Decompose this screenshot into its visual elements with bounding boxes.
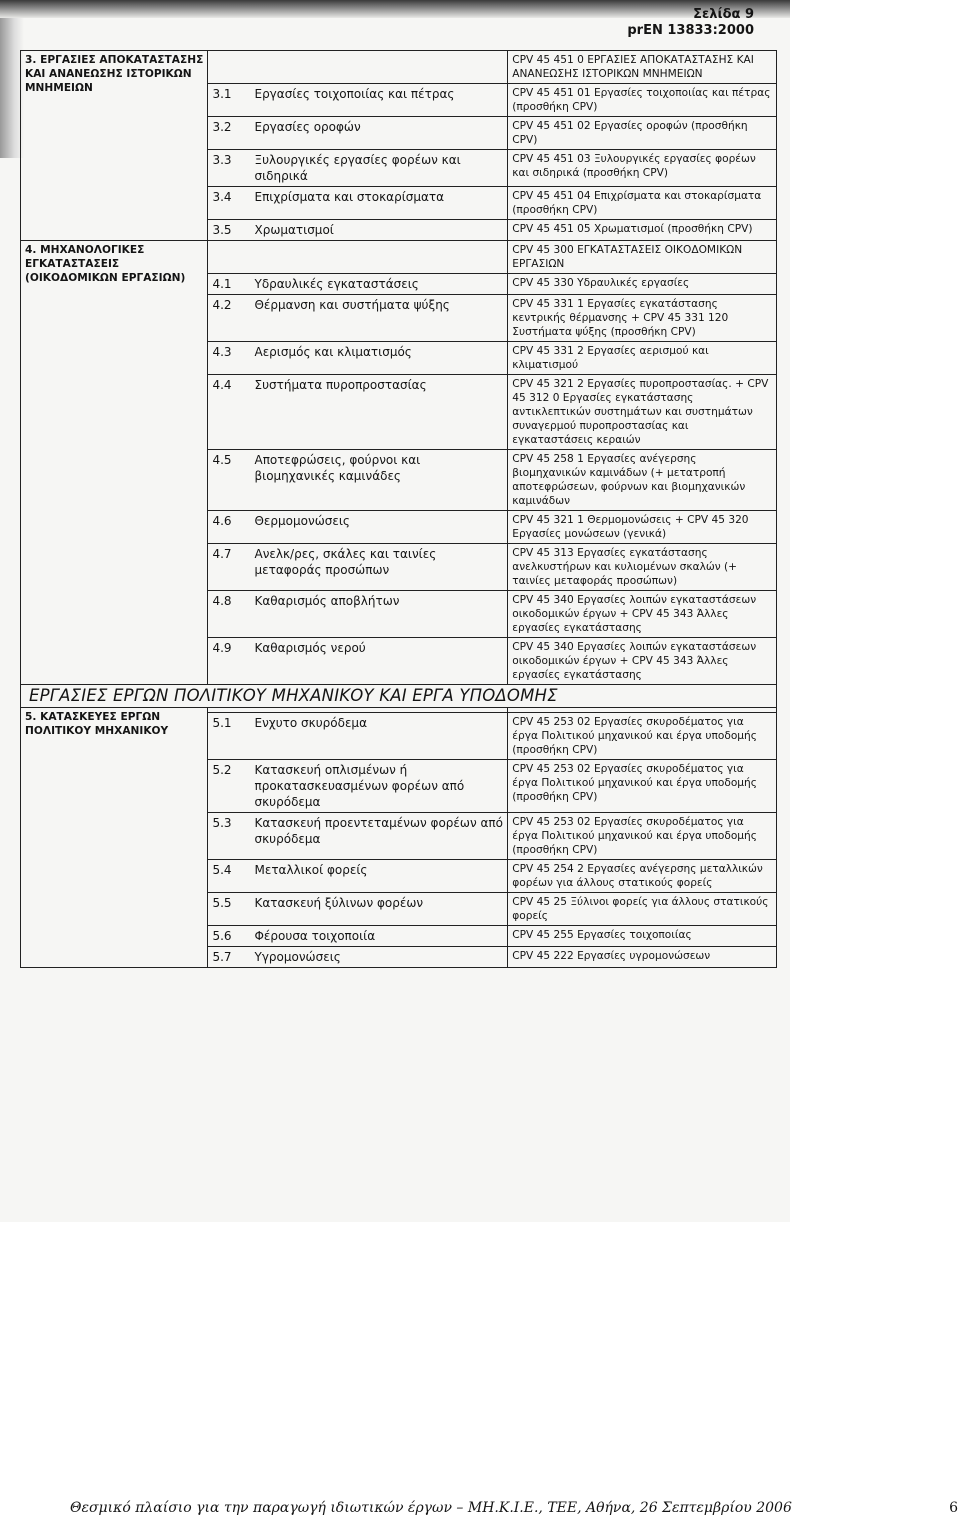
- cpv-code: CPV 45 451 04 Επιχρίσματα και στοκαρίσματα (προσθήκη CPV): [508, 187, 777, 220]
- cpv-code: CPV 45 321 1 Θερμομονώσεις + CPV 45 320 Εργασίες μονώσεων (γενικά): [508, 511, 777, 544]
- activity: [212, 513, 503, 529]
- activity-number: 5.1: [212, 716, 232, 730]
- activity-cell: [208, 150, 508, 187]
- section-heading-row: [21, 685, 777, 708]
- activity: [212, 862, 503, 878]
- cpv-code: CPV 45 451 01 Εργασίες τοιχοποιίας και πέτρας (προσθήκη CPV): [508, 84, 777, 117]
- activity-number: 5.2: [212, 763, 232, 777]
- cpv-code: CPV 45 254 2 Εργασίες ανέγερσης μεταλλικών φορέων για άλλους στατικούς φορείς: [508, 860, 777, 893]
- activity: [212, 86, 503, 102]
- activity-label: Εργασίες τοιχοποιίας και πέτρας: [254, 87, 455, 101]
- activity-label: Συστήματα πυροπροστασίας: [254, 378, 427, 392]
- cpv-code: CPV 45 253 02 Εργασίες σκυροδέματος για έργα Πολιτικού μηχανικού και έργα υποδομής (προσθήκη CPV): [508, 713, 777, 760]
- activity-cell: [208, 84, 508, 117]
- footer: [0, 1500, 960, 1519]
- cpv-code: CPV 45 451 02 Εργασίες οροφών (προσθήκη CPV): [508, 117, 777, 150]
- activity-cell: [208, 511, 508, 544]
- activity-label: Καθαρισμός νερού: [254, 641, 366, 655]
- activity-label: Χρωματισμοί: [254, 223, 334, 237]
- activity: [212, 297, 503, 313]
- group-4: [21, 241, 777, 685]
- activity: [212, 377, 503, 393]
- activity-number: 4.7: [212, 547, 232, 561]
- cpv-code: CPV 45 253 02 Εργασίες σκυροδέματος για έργα Πολιτικού μηχανικού και έργα υποδομής (προσθήκη CPV): [508, 813, 777, 860]
- activity-label: Ξυλουργικές εργασίες φορέων και σιδηρικά: [254, 153, 461, 183]
- activity: [212, 593, 503, 609]
- group-header-row: [21, 51, 777, 84]
- activity-number: 4.5: [212, 453, 232, 467]
- activity-cell: [208, 375, 508, 450]
- activity-cell: [208, 760, 508, 813]
- group-header-blank: [208, 51, 508, 84]
- group-5: [21, 708, 777, 968]
- group-3: [21, 51, 777, 241]
- activity: [212, 715, 503, 731]
- cpv-code: CPV 45 258 1 Εργασίες ανέγερσης βιομηχανικών καμινάδων (+ μετατροπή αποτεφρώσεων, φούρνων και βιομηχανικών καμινάδων: [508, 450, 777, 511]
- cpv-code: CPV 45 222 Εργασίες υγρομονώσεων: [508, 947, 777, 968]
- activity-label: Θέρμανση και συστήματα ψύξης: [254, 298, 450, 312]
- activity: [212, 546, 503, 578]
- activity-number: 4.1: [212, 277, 232, 291]
- activity: [212, 344, 503, 360]
- cpv-code: CPV 45 340 Εργασίες λοιπών εγκαταστάσεων οικοδομικών έργων + CPV 45 343 Άλλες εργασίες εγκατάστασης: [508, 638, 777, 685]
- activity-cell: [208, 947, 508, 968]
- activity-label: Κατασκευή οπλισμένων ή προκατασκευασμένων φορέων από σκυρόδεμα: [254, 763, 465, 809]
- activity-label: Αποτεφρώσεις, φούρνοι και βιομηχανικές καμινάδες: [254, 453, 421, 483]
- activity-number: 3.3: [212, 153, 232, 167]
- section-heading: ΕΡΓΑΣΙΕΣ ΕΡΓΩΝ ΠΟΛΙΤΙΚΟΥ ΜΗΧΑΝΙΚΟΥ ΚΑΙ ΕΡΓΑ ΥΠΟΔΟΜΗΣ: [21, 685, 777, 708]
- activity-number: 3.5: [212, 223, 232, 237]
- group-cpv: CPV 45 451 0 ΕΡΓΑΣΙΕΣ ΑΠΟΚΑΤΑΣΤΑΣΗΣ ΚΑΙ ΑΝΑΝΕΩΣΗΣ ΙΣΤΟΡΙΚΩΝ ΜΝΗΜΕΙΩΝ: [508, 51, 777, 84]
- activity-number: 4.9: [212, 641, 232, 655]
- activity: [212, 895, 503, 911]
- activity-number: 4.4: [212, 378, 232, 392]
- activity-cell: [208, 187, 508, 220]
- group-header-row: [21, 241, 777, 274]
- cpv-code: CPV 45 340 Εργασίες λοιπών εγκαταστάσεων οικοδομικών έργων + CPV 45 343 Άλλες εργασίες εγκατάστασης: [508, 591, 777, 638]
- activity-number: 4.3: [212, 345, 232, 359]
- activity: [212, 640, 503, 656]
- group-header-blank: [208, 241, 508, 274]
- cpv-code: CPV 45 330 Υδραυλικές εργασίες: [508, 274, 777, 295]
- activity-cell: [208, 544, 508, 591]
- group-number: 4.: [25, 244, 37, 256]
- cpv-code: CPV 45 313 Εργασίες εγκατάστασης ανελκυστήρων και κυλιομένων σκαλών (+ ταινίες μεταφοράς προσώπων): [508, 544, 777, 591]
- activity-label: Ανελκ/ρες, σκάλες και ταινίες μεταφοράς προσώπων: [254, 547, 437, 577]
- group-title: ΚΑΤΑΣΚΕΥΕΣ ΕΡΓΩΝ ΠΟΛΙΤΙΚΟΥ ΜΗΧΑΝΙΚΟΥ: [25, 711, 169, 737]
- activity-label: Μεταλλικοί φορείς: [254, 863, 368, 877]
- footer-text: Θεσμικό πλαίσιο για την παραγωγή ιδιωτικών έργων – ΜΗ.Κ.Ι.Ε., ΤΕΕ, Αθήνα, 26 Σεπτεμβρίου 2006: [70, 1500, 792, 1516]
- footer-page-number: 6: [949, 1500, 958, 1516]
- cpv-code: CPV 45 331 2 Εργασίες αερισμού και κλιματισμού: [508, 342, 777, 375]
- activity: [212, 119, 503, 135]
- activity-number: 3.1: [212, 87, 232, 101]
- activity-cell: [208, 342, 508, 375]
- activity: [212, 815, 503, 847]
- activity-cell: [208, 713, 508, 760]
- activity: [212, 189, 503, 205]
- cpv-code: CPV 45 321 2 Εργασίες πυροπροστασίας. + CPV 45 312 0 Εργασίες εγκατάστασης αντικλεπτικών συστημάτων και συστημάτων συναγερμού πυροπροστασίας και εγκαταστάσεις κεραιών: [508, 375, 777, 450]
- activity-label: Εργασίες οροφών: [254, 120, 361, 134]
- activity-number: 4.2: [212, 298, 232, 312]
- page-label: [627, 7, 754, 39]
- group-title: ΕΡΓΑΣΙΕΣ ΑΠΟΚΑΤΑΣΤΑΣΗΣ ΚΑΙ ΑΝΑΝΕΩΣΗΣ ΙΣΤΟΡΙΚΩΝ ΜΝΗΜΕΙΩΝ: [25, 54, 204, 94]
- activity-cell: [208, 274, 508, 295]
- activity-number: 5.5: [212, 896, 232, 910]
- activity-label: Υδραυλικές εγκαταστάσεις: [254, 277, 419, 291]
- cpv-code: CPV 45 451 03 Ξυλουργικές εργασίες φορέων και σιδηρικά (προσθήκη CPV): [508, 150, 777, 187]
- activity-label: Καθαρισμός αποβλήτων: [254, 594, 400, 608]
- activity-number: 5.3: [212, 816, 232, 830]
- activity: [212, 222, 503, 238]
- activity-label: Θερμομονώσεις: [254, 514, 350, 528]
- activity-number: 3.4: [212, 190, 232, 204]
- activity: [212, 276, 503, 292]
- group-number: 3.: [25, 54, 37, 66]
- activity-cell: [208, 591, 508, 638]
- activity-cell: [208, 295, 508, 342]
- activity-cell: [208, 893, 508, 926]
- cpv-code: CPV 45 253 02 Εργασίες σκυροδέματος για έργα Πολιτικού μηχανικού και έργα υποδομής (προσθήκη CPV): [508, 760, 777, 813]
- activity: [212, 152, 503, 184]
- classification-table: [20, 50, 777, 968]
- activity-cell: [208, 926, 508, 947]
- activity: [212, 452, 503, 484]
- activity-cell: [208, 860, 508, 893]
- activity-cell: [208, 813, 508, 860]
- activity: [212, 928, 503, 944]
- cpv-code: CPV 45 255 Εργασίες τοιχοποιίας: [508, 926, 777, 947]
- group-title-cell: [21, 51, 208, 241]
- activity-label: Ενχυτο σκυρόδεμα: [254, 716, 367, 730]
- cpv-code: CPV 45 451 05 Χρωματισμοί (προσθήκη CPV): [508, 220, 777, 241]
- group-title-cell: [21, 241, 208, 685]
- activity: [212, 949, 503, 965]
- activity-label: Υγρομονώσεις: [254, 950, 341, 964]
- activity-label: Αερισμός και κλιματισμός: [254, 345, 412, 359]
- activity-number: 4.6: [212, 514, 232, 528]
- activity-number: 5.7: [212, 950, 232, 964]
- activity-cell: [208, 450, 508, 511]
- activity-number: 5.6: [212, 929, 232, 943]
- activity-label: Κατασκευή προεντεταμένων φορέων από σκυρόδεμα: [254, 816, 503, 846]
- activity-label: Φέρουσα τοιχοποιία: [254, 929, 376, 943]
- cpv-code: CPV 45 25 Ξύλινοι φορείς για άλλους στατικούς φορείς: [508, 893, 777, 926]
- activity-number: 3.2: [212, 120, 232, 134]
- page-label-text: Σελίδα 9: [693, 7, 754, 22]
- standard-code: prEN 13833:2000: [627, 23, 754, 38]
- activity-cell: [208, 638, 508, 685]
- cpv-code: CPV 45 331 1 Εργασίες εγκατάστασης κεντρικής θέρμανσης + CPV 45 331 120 Συστήματα ψύξης (προσθήκη CPV): [508, 295, 777, 342]
- group-cpv: CPV 45 300 ΕΓΚΑΤΑΣΤΑΣΕΙΣ ΟΙΚΟΔΟΜΙΚΩΝ ΕΡΓΑΣΙΩΝ: [508, 241, 777, 274]
- group-title-cell: [21, 708, 208, 968]
- group-number: 5.: [25, 711, 37, 723]
- activity-label: Επιχρίσματα και στοκαρίσματα: [254, 190, 445, 204]
- activity-number: 4.8: [212, 594, 232, 608]
- activity-cell: [208, 117, 508, 150]
- group-title: ΜΗΧΑΝΟΛΟΓΙΚΕΣ ΕΓΚΑΤΑΣΤΑΣΕΙΣ (ΟΙΚΟΔΟΜΙΚΩΝ ΕΡΓΑΣΙΩΝ): [25, 244, 186, 284]
- activity-cell: [208, 220, 508, 241]
- activity-number: 5.4: [212, 863, 232, 877]
- activity: [212, 762, 503, 810]
- activity-label: Κατασκευή ξύλινων φορέων: [254, 896, 424, 910]
